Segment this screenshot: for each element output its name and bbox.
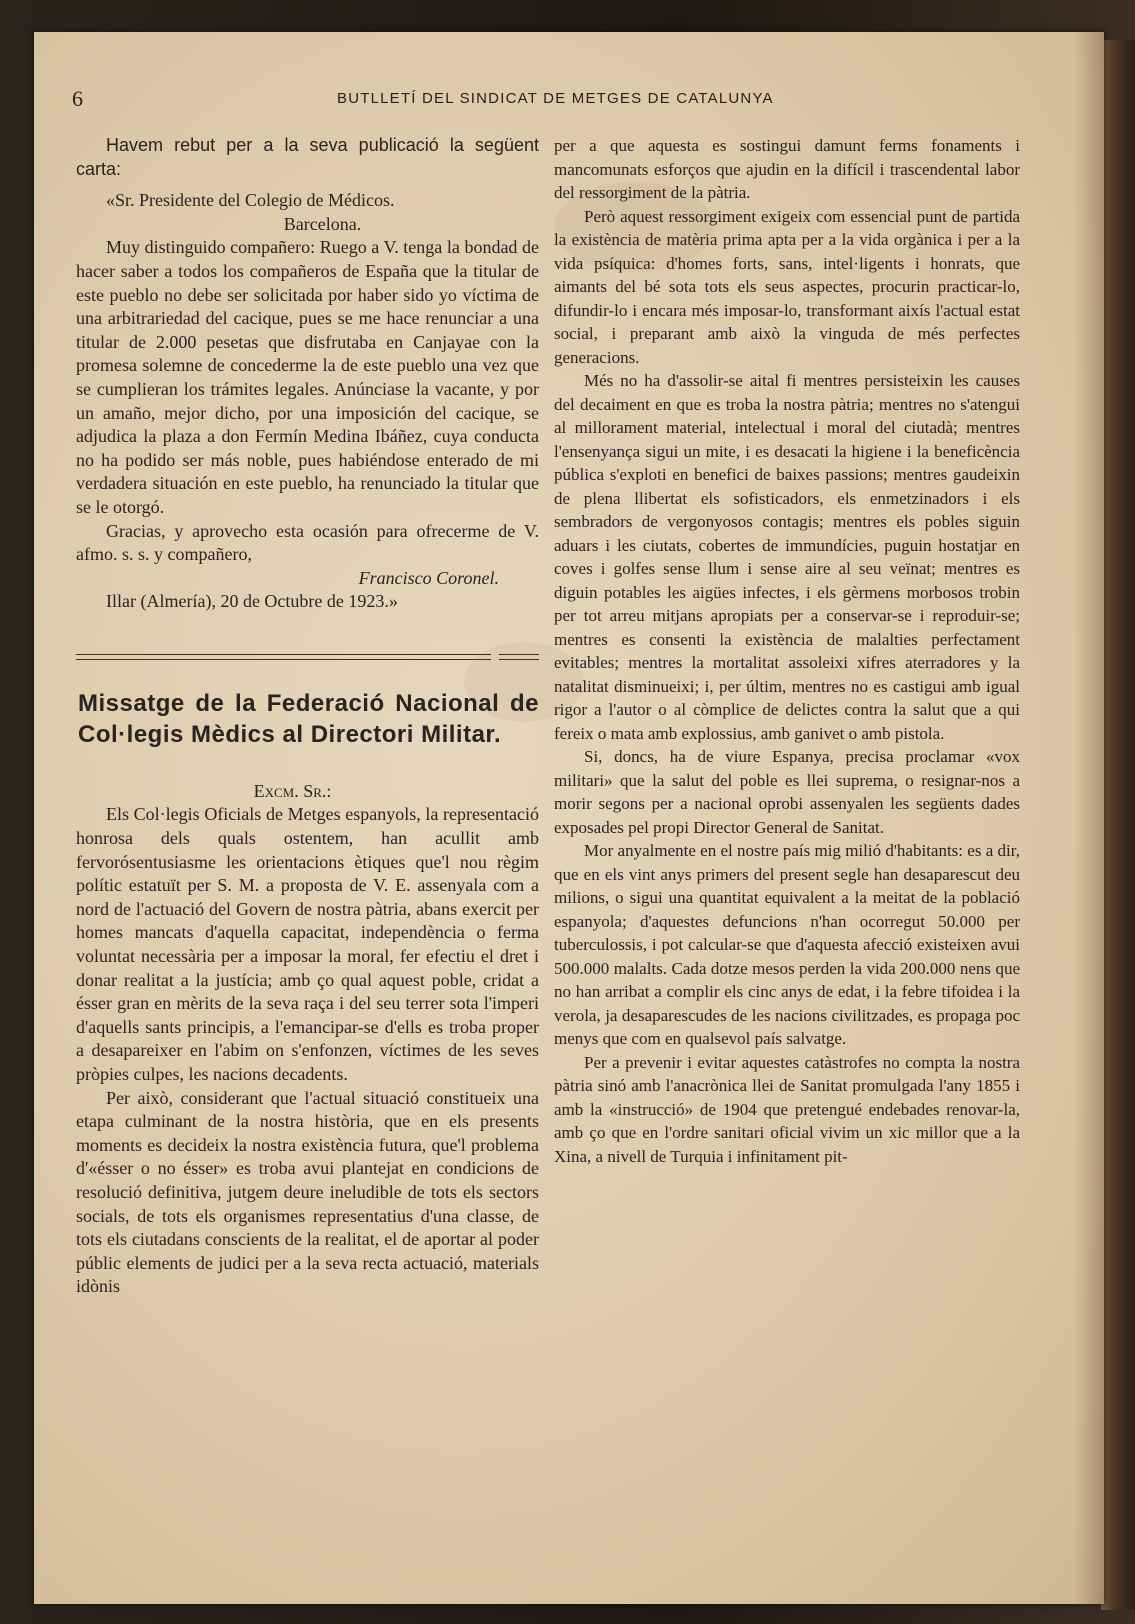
article-paragraph: Per a prevenir i evitar aquestes catàstrofes no compta la nostra pàtria sinó amb l'anacrònica llei de Sanitat promulgada l'any 1855 i amb la «instrucció» de 1904 que pretengué endebades renovar-la, amb ço que en l'ordre sanitari oficial vivim un xic millor que a la Xina, a nivell de Turquia i infinitament pit-	[554, 1052, 1020, 1166]
article-paragraph: Més no ha d'assolir-se aital fi mentres persisteixin les causes del decaiment en que es troba la nostra pàtria; mentres no s'atengui al millorament material, intelectual i moral del ciutadà; mentres l'ensenyança sigui un mite, i es desacati la higiene i la beneficència pública s'exploti en benefici de baixes passions; mentres gaudeixin de plena llibertat els sofisticadors, els enmetzinadors i els sembradors de vergonyosos contagis; mentres els pobles siguin aduars i les ciutats, cobertes de immundícies, puguin hostatjar en coves i golfes sense llum i sense aire al seu veïnat; mentres es diguin potables les aigües infectes, i els gèrmens morbosos trobin per tot arreu mitjans apropiats per a conservar-se i reproduir-se; mentres es consenti la existència de malalties perfectament evitables; mentres la mortalitat assoleixi xifres aterradores y la natalitat disminueixi; i, per últim, mentres no es castigui amb igual rigor a l'autor o al còmplice de delictes contra la salut que a qui fereix o mata amb explossius, amb ganivet o amb pistola.	[554, 371, 1020, 743]
running-title: BUTLLETÍ DEL SINDICAT DE METGES DE CATALUNYA	[337, 90, 774, 107]
page-number: 6	[72, 86, 83, 111]
letter-signature: Francisco Coronel.	[358, 567, 499, 588]
running-header	[72, 86, 1032, 116]
letter-closing: Gracias, y aprovecho esta ocasión para ofrecerme de V. afmo. s. s. y compañero,	[76, 520, 539, 565]
article-paragraph: per a que aquesta es sostingui damunt ferms fonaments i mancomunats esforços que ajudin en la difícil i trascendental labor del ressorgiment de la pàtria.	[554, 136, 1020, 202]
article-paragraph: Mor anyalmente en el nostre país mig milió d'habitants: es a dir, que en els vint anys primers del present segle han desaparescut deu milions, o sigui una quantitat equivalent a la meitat de la població espanyola; d'aquestes defuncions n'han ocorregut 50.000 per tuberculossis, i pot calcular-se que d'aquesta afecció existeixen avui 500.000 malalts. Cada dotze mesos perden la vida 200.000 nens que no han arribat a complir els cinc anys de edat, i la febre tifoidea i la verola, ja desaparescudes de les nacions civilitzades, es propaga poc menys que com en qualsevol país salvatge.	[554, 841, 1020, 1048]
intro-paragraph: Havem rebut per a la seva publicació la següent carta:	[76, 135, 539, 179]
letter-dateline: Illar (Almería), 20 de Octubre de 1923.»	[106, 591, 398, 612]
letter-address-city: Barcelona.	[283, 213, 362, 234]
salutation: Excm. Sr.:	[253, 780, 332, 801]
article-paragraph: Els Col·legis Oficials de Metges espanyols, la representació honrosa dels quals ostentem, han acullit amb fervorósentusiasme les orientacions ètiques que'l nou règim polític estatuït per S. M. a proposta de V. E. assenyala com a nord de l'actuació del Govern de nostra pàtria, abans exercit per homes mancats d'aquella capacitat, independència o ferma voluntat necessària per a imposar la moral, fer efectiu el dret i donar realitat a la justícia; amb ço qual aquest poble, cridat a ésser gran en mèrits de la seva raça i del seu terrer sota l'imperi d'aquells sants principis, a l'emancipar-se d'ells es troba proper a desapareixer en l'abim on s'enfonzen, víctimes de les seves pròpies culpes, les nacions decadents.	[76, 804, 539, 1084]
separator-line	[76, 654, 491, 660]
article-paragraph: Si, doncs, ha de viure Espanya, precisa proclamar «vox militari» que la salut del poble es llei suprema, o resignar-nos a morir segons per a nacional oprobi assenyalen les següents dades exposades pel propi Director General de Sanitat.	[554, 747, 1020, 837]
left-column	[76, 134, 539, 1299]
article-paragraph: Però aquest ressorgiment exigeix com essencial punt de partida la existència de matèria prima apta per a la vida orgànica i per a la vida psíquica: d'homes forts, sans, intel·ligents i honrats, que aimants del bé sota tots els seus aspectes, procurin practicar-lo, difundir-lo i encara més imposar-lo, transformant aixís l'actual estat social, i preparant amb això la vinguda de més perfectes generacions.	[554, 206, 1020, 367]
separator-line-short	[499, 654, 539, 660]
right-column	[554, 134, 1020, 1168]
letter-address: «Sr. Presidente del Colegio de Médicos.	[106, 190, 395, 211]
letter-paragraph: Muy distinguido compañero: Ruego a V. tenga la bondad de hacer saber a todos los compañeros de España que la titular de este pueblo no debe ser solicitada por haber sido yo víctima de una arbitrariedad del cacique, pues se me hace renunciar a una titular de 2.000 pesetas que disfrutaba en Canjayae con la promesa solemne de concederme la de este pueblo una vez que se cumplieran los trámites legales. Anúnciase la vacante, y por un amaño, mejor dicho, por una imposición del cacique, se adjudica la plaza a don Fermín Medina Ibáñez, cuya conducta no ha podido ser más noble, pues habiéndose enterado de mi verdadera situación en este pueblo, ha renunciado la titular que se le otorgó.	[76, 237, 539, 517]
article-paragraph: Per això, considerant que l'actual situació constitueix una etapa culminant de la nostra història, que en els presents moments es decideix la nostra existència futura, que'l problema d'«ésser o no ésser» es troba avui plantejat en condicions de resolució definitiva, jutgem deure ineludible de tots els sectors socials, de tots els organismes representatius d'una classe, de tots els ciutadans conscients de la realitat, el de aportar al poder públic elements de judici per a la seva recta actuació, materials idònis	[76, 1087, 539, 1297]
book-edge	[1101, 40, 1135, 1610]
article-heading: Missatge de la Federació Nacional de Col·legis Mèdics al Directori Militar.	[78, 689, 539, 748]
section-separator	[76, 654, 539, 660]
